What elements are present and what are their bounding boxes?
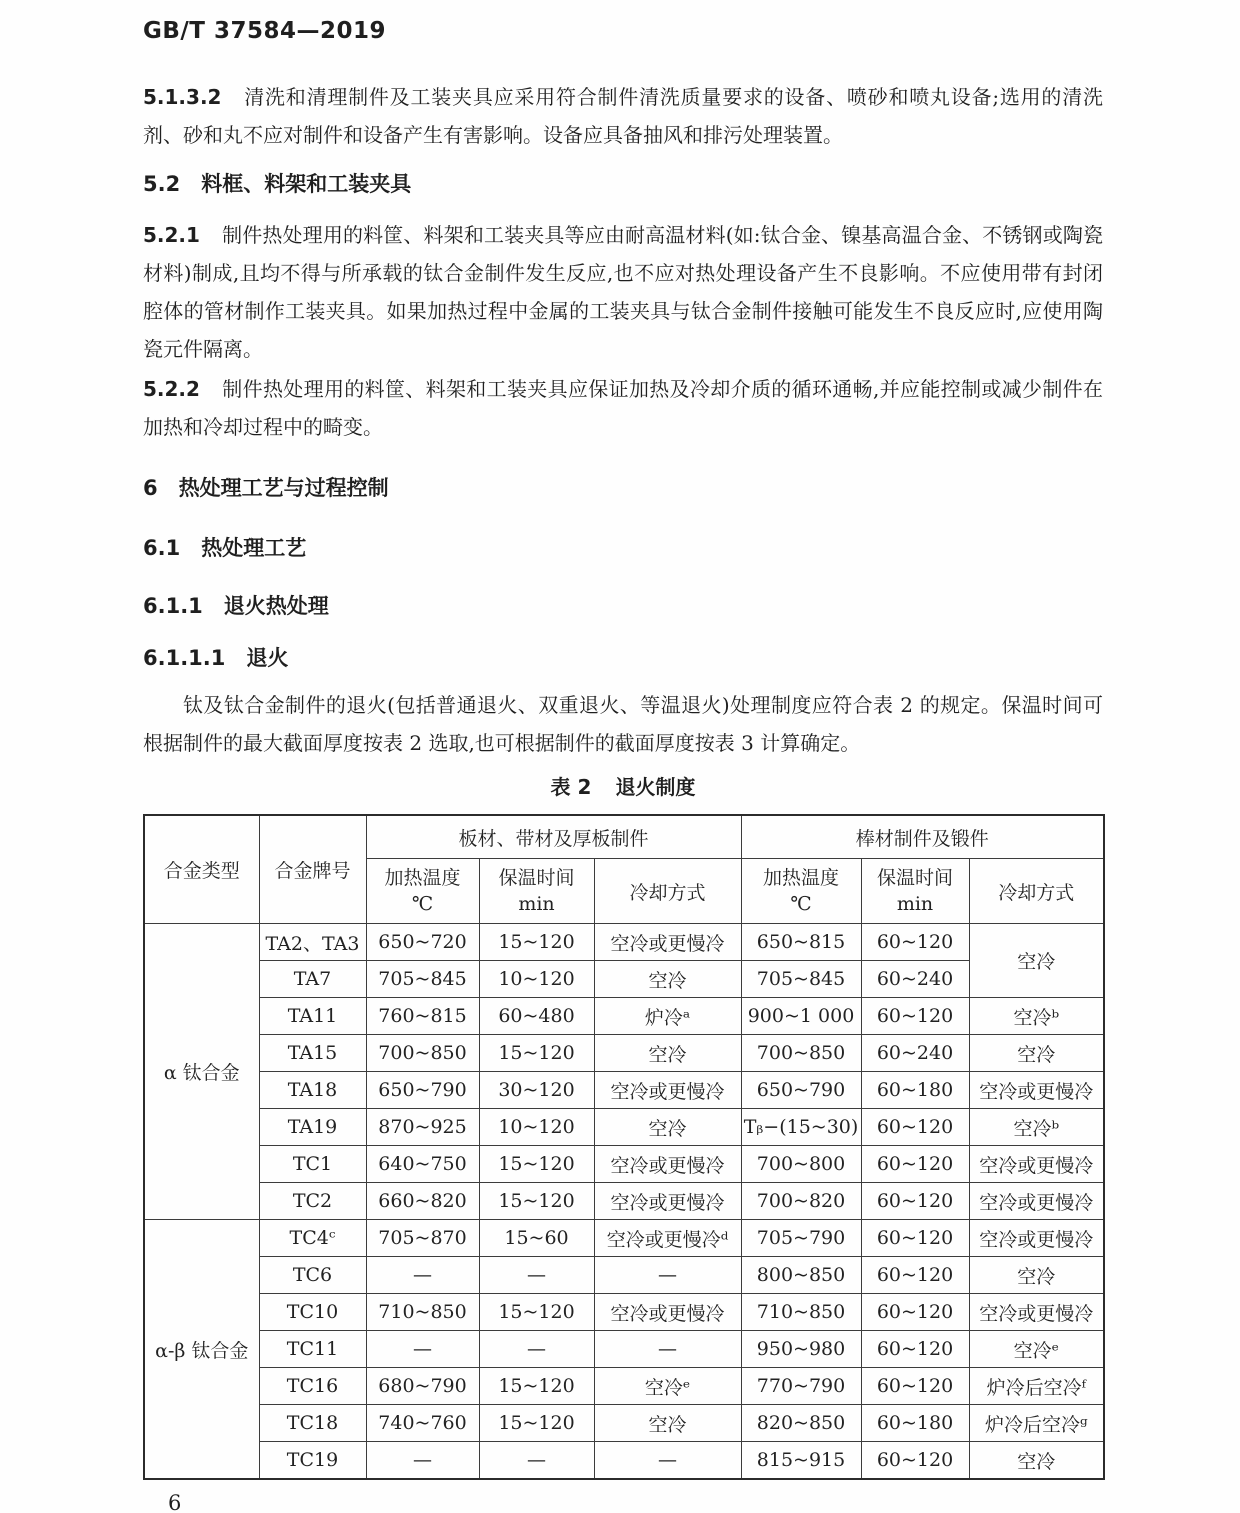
clause-text: 制件热处理用的料筐、料架和工装夹具等应由耐高温材料(如:钛合金、镍基高温合金、不锈钢或陶瓷材料)制成,且均不得与所承载的钛合金制件发生反应,也不应对热处理设备产生不良影响。不应使用带有封闭腔体的管材制作工装夹具。如果加热过程中金属的工装夹具与钛合金制件接触可能发生不良反应时,应使用陶瓷元件隔离。 (143, 223, 1103, 361)
cell-grade: TC18 (259, 1405, 366, 1442)
cell-bar-time: 60~120 (861, 924, 969, 961)
cell-plate-time: 15~120 (479, 1368, 594, 1405)
cell-bar-temp: 900~1 000 (741, 998, 861, 1035)
table-row (144, 1072, 1104, 1109)
heading-6-1-1-1 (143, 644, 1103, 672)
cell-plate-cool: 空冷或更慢冷 (594, 1183, 741, 1220)
cell-bar-temp: 700~850 (741, 1035, 861, 1072)
table-row (144, 1183, 1104, 1220)
cell-plate-time: — (479, 1442, 594, 1480)
cell-bar-temp: 650~815 (741, 924, 861, 961)
cell-bar-time: 60~180 (861, 1072, 969, 1109)
cell-plate-time: 10~120 (479, 961, 594, 998)
cell-grade: TC19 (259, 1442, 366, 1480)
cell-plate-time: 15~120 (479, 1146, 594, 1183)
cell-bar-cool: 空冷ᵇ (969, 998, 1104, 1035)
cell-bar-cool: 空冷 (969, 1442, 1104, 1480)
clause-text: 制件热处理用的料筐、料架和工装夹具应保证加热及冷却介质的循环通畅,并应能控制或减少制件在加热和冷却过程中的畸变。 (143, 377, 1103, 439)
col-alloy-grade: 合金牌号 (259, 815, 366, 924)
table-caption-title: 退火制度 (615, 775, 696, 799)
cell-bar-time: 60~120 (861, 1146, 969, 1183)
table-row (144, 998, 1104, 1035)
cell-plate-temp: 705~870 (366, 1220, 479, 1257)
table-row (144, 1405, 1104, 1442)
cell-bar-temp: 705~790 (741, 1220, 861, 1257)
heading-text: 料框、料架和工装夹具 (201, 172, 412, 196)
cell-bar-time: 60~120 (861, 1294, 969, 1331)
cell-plate-cool: 空冷 (594, 1405, 741, 1442)
cell-plate-temp: 760~815 (366, 998, 479, 1035)
table-caption-label: 表 2 (550, 775, 592, 799)
heading-text: 退火热处理 (223, 594, 329, 618)
cell-plate-time: — (479, 1331, 594, 1368)
cell-plate-temp: 660~820 (366, 1183, 479, 1220)
cell-plate-temp: 870~925 (366, 1109, 479, 1146)
heading-6 (143, 474, 1103, 502)
col-group-plate: 板材、带材及厚板制件 (366, 815, 741, 859)
col-label: 保温时间 (498, 867, 575, 889)
heading-text: 热处理工艺 (201, 536, 307, 560)
cell-plate-time: — (479, 1257, 594, 1294)
table-caption (143, 774, 1103, 800)
para-5-2-1 (143, 216, 1103, 368)
col-plate-hold-time (479, 859, 594, 924)
cell-bar-time: 60~120 (861, 1442, 969, 1480)
cell-plate-time: 15~120 (479, 924, 594, 961)
cell-plate-cool: 空冷或更慢冷 (594, 1072, 741, 1109)
cell-grade: TA2、TA3 (259, 924, 366, 961)
heading-number: 6 (143, 476, 158, 500)
cell-bar-temp: Tᵦ−(15~30) (741, 1109, 861, 1146)
cell-plate-temp: — (366, 1442, 479, 1480)
col-label: 加热温度 (384, 867, 461, 889)
cell-bar-time: 60~120 (861, 1220, 969, 1257)
heading-number: 6.1.1.1 (143, 646, 226, 670)
heading-6-1-1 (143, 592, 1103, 620)
clause-number: 5.2.2 (143, 377, 200, 401)
cell-plate-temp: 650~720 (366, 924, 479, 961)
cell-plate-cool: 空冷 (594, 1035, 741, 1072)
heading-number: 6.1.1 (143, 594, 203, 618)
cell-grade: TA18 (259, 1072, 366, 1109)
cell-bar-cool: 空冷 (969, 924, 1104, 998)
heading-5-2 (143, 170, 1103, 198)
cell-plate-cool: 空冷或更慢冷 (594, 1146, 741, 1183)
cell-plate-cool: 空冷 (594, 961, 741, 998)
cell-bar-cool: 空冷 (969, 1035, 1104, 1072)
cell-plate-temp: — (366, 1257, 479, 1294)
page-number: 6 (168, 1491, 182, 1513)
para-5-1-3-2 (143, 78, 1103, 154)
annealing-table (143, 814, 1105, 1480)
cell-plate-time: 15~120 (479, 1183, 594, 1220)
cell-plate-cool: 炉冷ᵃ (594, 998, 741, 1035)
cell-bar-time: 60~120 (861, 998, 969, 1035)
cell-bar-cool: 空冷ᵉ (969, 1331, 1104, 1368)
table-row (144, 1220, 1104, 1257)
cell-bar-cool: 空冷ᵇ (969, 1109, 1104, 1146)
col-bar-heat-temp (741, 859, 861, 924)
para-annealing-intro: 钛及钛合金制件的退火(包括普通退火、双重退火、等温退火)处理制度应符合表 2 的规定。保温时间可根据制件的最大截面厚度按表 2 选取,也可根据制件的截面厚度按表 3 计算确定。 (143, 693, 1103, 755)
cell-grade: TC1 (259, 1146, 366, 1183)
cell-grade: TC11 (259, 1331, 366, 1368)
cell-plate-cool: 空冷或更慢冷 (594, 1294, 741, 1331)
cell-plate-temp: 680~790 (366, 1368, 479, 1405)
cell-bar-time: 60~240 (861, 1035, 969, 1072)
table-header-row-groups (144, 815, 1104, 859)
cell-bar-cool: 空冷或更慢冷 (969, 1072, 1104, 1109)
cell-bar-time: 60~240 (861, 961, 969, 998)
col-label: 加热温度 (763, 867, 840, 889)
cell-bar-cool: 空冷 (969, 1257, 1104, 1294)
col-bar-cooling: 冷却方式 (969, 859, 1104, 924)
cell-bar-time: 60~120 (861, 1183, 969, 1220)
cell-bar-temp: 800~850 (741, 1257, 861, 1294)
table-row (144, 1331, 1104, 1368)
table-row (144, 1109, 1104, 1146)
table-row (144, 924, 1104, 961)
clause-number: 5.2.1 (143, 223, 200, 247)
cell-plate-temp: 640~750 (366, 1146, 479, 1183)
cell-plate-time: 15~120 (479, 1035, 594, 1072)
doc-number: GB/T 37584—2019 (143, 18, 387, 44)
table-row (144, 1146, 1104, 1183)
cell-grade: TC4ᶜ (259, 1220, 366, 1257)
heading-number: 5.2 (143, 172, 181, 196)
cell-plate-cool: — (594, 1257, 741, 1294)
cell-grade: TC10 (259, 1294, 366, 1331)
cell-plate-cool: 空冷或更慢冷ᵈ (594, 1220, 741, 1257)
cell-bar-cool: 空冷或更慢冷 (969, 1220, 1104, 1257)
cell-grade: TA7 (259, 961, 366, 998)
cell-plate-temp: — (366, 1331, 479, 1368)
cell-grade: TC6 (259, 1257, 366, 1294)
heading-number: 6.1 (143, 536, 181, 560)
cell-alloy-type-alpha: α 钛合金 (144, 924, 259, 1220)
cell-bar-cool: 炉冷后空冷ᵍ (969, 1405, 1104, 1442)
col-plate-heat-temp (366, 859, 479, 924)
cell-plate-temp: 700~850 (366, 1035, 479, 1072)
col-unit: min (518, 893, 555, 915)
heading-text: 退火 (246, 646, 289, 670)
table-row (144, 961, 1104, 998)
cell-bar-cool: 空冷或更慢冷 (969, 1183, 1104, 1220)
clause-text: 清洗和清理制件及工装夹具应采用符合制件清洗质量要求的设备、喷砂和喷丸设备;选用的清洗剂、砂和丸不应对制件和设备产生有害影响。设备应具备抽风和排污处理装置。 (143, 85, 1103, 147)
col-unit: ℃ (411, 893, 434, 915)
cell-plate-time: 15~120 (479, 1405, 594, 1442)
cell-bar-temp: 820~850 (741, 1405, 861, 1442)
cell-bar-time: 60~120 (861, 1257, 969, 1294)
cell-bar-temp: 710~850 (741, 1294, 861, 1331)
cell-plate-time: 15~120 (479, 1294, 594, 1331)
cell-bar-temp: 700~800 (741, 1146, 861, 1183)
cell-bar-temp: 650~790 (741, 1072, 861, 1109)
cell-plate-cool: — (594, 1442, 741, 1480)
col-plate-cooling: 冷却方式 (594, 859, 741, 924)
cell-bar-temp: 815~915 (741, 1442, 861, 1480)
cell-bar-time: 60~120 (861, 1109, 969, 1146)
cell-plate-time: 30~120 (479, 1072, 594, 1109)
table-row (144, 1257, 1104, 1294)
cell-grade: TC16 (259, 1368, 366, 1405)
cell-plate-time: 15~60 (479, 1220, 594, 1257)
cell-plate-cool: 空冷 (594, 1109, 741, 1146)
cell-grade: TA11 (259, 998, 366, 1035)
cell-bar-temp: 705~845 (741, 961, 861, 998)
clause-number: 5.1.3.2 (143, 85, 222, 109)
table-row (144, 1294, 1104, 1331)
cell-bar-time: 60~120 (861, 1368, 969, 1405)
col-alloy-type: 合金类型 (144, 815, 259, 924)
cell-bar-cool: 空冷或更慢冷 (969, 1294, 1104, 1331)
cell-plate-temp: 740~760 (366, 1405, 479, 1442)
cell-bar-temp: 700~820 (741, 1183, 861, 1220)
cell-plate-time: 10~120 (479, 1109, 594, 1146)
cell-bar-cool: 炉冷后空冷ᶠ (969, 1368, 1104, 1405)
cell-bar-time: 60~180 (861, 1405, 969, 1442)
table-row (144, 1035, 1104, 1072)
cell-alloy-type-alpha-beta: α-β 钛合金 (144, 1220, 259, 1480)
cell-plate-cool: — (594, 1331, 741, 1368)
col-unit: min (896, 893, 934, 915)
table-row (144, 1368, 1104, 1405)
col-label: 保温时间 (877, 867, 954, 889)
cell-bar-temp: 950~980 (741, 1331, 861, 1368)
cell-grade: TC2 (259, 1183, 366, 1220)
table-row (144, 1442, 1104, 1480)
cell-bar-temp: 770~790 (741, 1368, 861, 1405)
col-group-bar: 棒材制件及锻件 (741, 815, 1104, 859)
heading-text: 热处理工艺与过程控制 (178, 476, 389, 500)
cell-plate-cool: 空冷ᵉ (594, 1368, 741, 1405)
cell-plate-temp: 650~790 (366, 1072, 479, 1109)
cell-plate-time: 60~480 (479, 998, 594, 1035)
cell-bar-time: 60~120 (861, 1331, 969, 1368)
cell-plate-cool: 空冷或更慢冷 (594, 924, 741, 961)
para-5-2-2 (143, 370, 1103, 446)
cell-plate-temp: 705~845 (366, 961, 479, 998)
cell-plate-temp: 710~850 (366, 1294, 479, 1331)
cell-bar-cool: 空冷或更慢冷 (969, 1146, 1104, 1183)
cell-grade: TA15 (259, 1035, 366, 1072)
col-unit: ℃ (790, 893, 812, 915)
col-bar-hold-time (861, 859, 969, 924)
cell-grade: TA19 (259, 1109, 366, 1146)
heading-6-1 (143, 534, 1103, 562)
